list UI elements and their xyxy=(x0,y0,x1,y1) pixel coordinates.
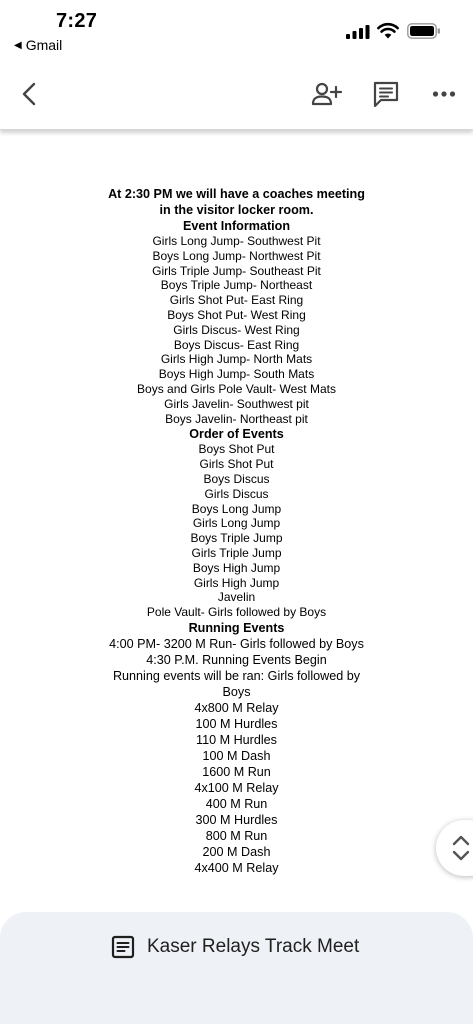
event-info-item: Boys Long Jump- Northwest Pit xyxy=(152,248,321,263)
back-to-gmail-link[interactable] xyxy=(14,37,62,53)
running-item: 800 M Run xyxy=(205,828,268,843)
more-options-button[interactable] xyxy=(428,78,460,110)
back-button[interactable] xyxy=(13,78,45,110)
back-triangle-icon: ◀ xyxy=(14,39,22,51)
order-item: Girls Shot Put xyxy=(199,457,274,472)
event-info-item: Boys Discus- East Ring xyxy=(173,337,300,352)
add-person-button[interactable] xyxy=(311,78,343,110)
running-item: 110 M Hurdles xyxy=(196,732,277,747)
running-item: 4x100 M Relay xyxy=(194,780,279,795)
battery-icon xyxy=(407,23,441,39)
chevron-down-icon xyxy=(454,852,468,859)
cellular-signal-icon xyxy=(346,25,370,39)
order-item: Boys Discus xyxy=(203,471,270,486)
top-app-bar xyxy=(0,58,473,130)
add-person-icon xyxy=(311,81,343,107)
running-list xyxy=(0,700,473,876)
running-item: 300 M Hurdles xyxy=(195,812,278,827)
order-item: Girls Discus xyxy=(204,486,269,501)
event-info-item: Girls Shot Put- East Ring xyxy=(169,293,304,308)
attachment-title: Kaser Relays Track Meet xyxy=(147,936,360,957)
running-item: 1600 M Run xyxy=(202,764,271,779)
event-info-item: Boys Shot Put- West Ring xyxy=(167,307,306,322)
order-list xyxy=(0,442,473,620)
event-info-item: Girls Discus- West Ring xyxy=(173,322,300,337)
event-info-item: Boys High Jump- South Mats xyxy=(158,367,315,382)
running-note: Running events will be ran: Girls followed by Boys xyxy=(112,668,361,699)
event-info-item: Girls Long Jump- Southwest Pit xyxy=(152,234,321,248)
back-app-label: Gmail xyxy=(25,37,63,53)
running-item: 4x400 M Relay xyxy=(194,860,279,875)
event-info-item: Boys Triple Jump- Northeast xyxy=(160,278,313,293)
status-time: 7:27 xyxy=(56,10,98,32)
order-item: Boys Triple Jump xyxy=(190,531,283,546)
document-body xyxy=(0,186,473,876)
event-info-item: Girls High Jump- North Mats xyxy=(160,352,313,367)
order-heading: Order of Events xyxy=(189,427,284,442)
running-item: 100 M Hurdles xyxy=(195,716,278,731)
order-item: Girls Triple Jump xyxy=(191,545,282,560)
running-heading: Running Events xyxy=(188,620,285,635)
comment-icon xyxy=(372,80,400,108)
scroll-chevrons xyxy=(451,832,471,864)
more-icon xyxy=(432,90,456,98)
event-info-item: Boys and Girls Pole Vault- West Mats xyxy=(137,381,336,396)
order-item: Boys Long Jump xyxy=(191,501,282,516)
document-icon xyxy=(111,935,135,959)
wifi-icon xyxy=(377,22,399,39)
intro-line: in the visitor locker room. xyxy=(159,203,314,217)
order-item: Girls Long Jump xyxy=(192,516,281,531)
status-bar xyxy=(0,0,473,58)
event-info-item: Boys Javelin- Northeast pit xyxy=(165,411,308,426)
order-item: Boys Shot Put xyxy=(198,442,275,457)
running-note: 4:30 P.M. Running Events Begin xyxy=(146,652,327,667)
running-note: 4:00 PM- 3200 M Run- Girls followed by Boys xyxy=(109,636,364,651)
running-item: 400 M Run xyxy=(205,796,268,811)
order-item: Girls High Jump xyxy=(193,575,280,590)
order-item: Pole Vault- Girls followed by Boys xyxy=(146,605,327,620)
order-item: Boys High Jump xyxy=(192,560,281,575)
running-item: 100 M Dash xyxy=(202,748,271,763)
event-info-item: Girls Triple Jump- Southeast Pit xyxy=(152,263,321,278)
event-info-list xyxy=(0,234,473,426)
order-item: Javelin xyxy=(217,590,256,605)
chevron-up-icon xyxy=(454,837,468,844)
back-arrow-icon xyxy=(20,81,38,107)
event-info-item: Girls Javelin- Southwest pit xyxy=(164,396,309,411)
intro-line: At 2:30 PM we will have a coaches meeting xyxy=(108,187,365,201)
running-item: 4x800 M Relay xyxy=(194,700,279,715)
event-info-heading: Event Information xyxy=(182,219,291,233)
attachment-bottom-sheet[interactable] xyxy=(0,912,473,1024)
running-item: 200 M Dash xyxy=(202,844,271,859)
comments-button[interactable] xyxy=(370,78,402,110)
